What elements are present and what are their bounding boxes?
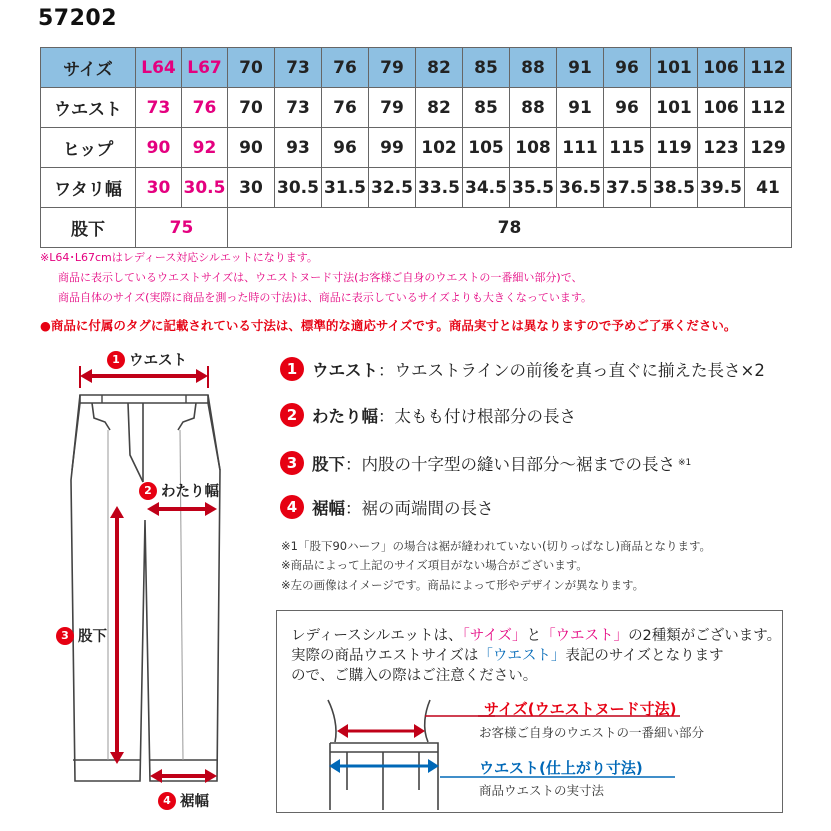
ladies-box-highlight-waist: 「ウエスト」 (541, 628, 629, 644)
table-cell: 101 (651, 88, 698, 128)
table-cell: 76 (182, 88, 228, 128)
table-cell: 79 (369, 88, 416, 128)
table-header-cell: 112 (745, 48, 792, 88)
table-cell: 82 (416, 88, 463, 128)
badge-1: 1 (107, 351, 125, 369)
definition-desc: 内股の十字型の縫い目部分～裾までの長さ (361, 455, 675, 474)
table-cell: 88 (510, 88, 557, 128)
table-cell: 112 (745, 88, 792, 128)
definition-colon: ： (345, 499, 362, 518)
table-header-cell: 82 (416, 48, 463, 88)
definition-colon: ： (378, 407, 395, 426)
thigh-arrow-head (205, 502, 217, 516)
table-header-cell: 106 (698, 48, 745, 88)
diagram-label-waist-text: ウエスト (129, 353, 187, 369)
ladies-box-text: の2種類がございます。 (628, 628, 782, 644)
ladies-box-highlight-waist: 「ウエスト」 (478, 648, 566, 664)
table-cell: 102 (416, 128, 463, 168)
definition-item (280, 495, 494, 519)
footnote: ※左の画像はイメージです。商品によって形やデザインが異なります。 (281, 578, 645, 592)
definition-item (280, 357, 765, 381)
table-cell: 91 (557, 88, 604, 128)
table-cell: 73 (275, 88, 322, 128)
diagram-label-hem-text: 裾幅 (180, 794, 209, 810)
table-cell: 106 (698, 88, 745, 128)
definition-badge: 4 (280, 495, 304, 519)
waist-arrow-head (80, 369, 92, 383)
table-cell: 30 (136, 168, 182, 208)
table-header-cell: 96 (604, 48, 651, 88)
table-cell: 70 (228, 88, 275, 128)
table-header-cell: サイズ (41, 48, 136, 88)
footnote: ※商品によって上記のサイズ項目がない場合がございます。 (281, 558, 588, 572)
nude-waist-label: サイズ(ウエストヌード寸法) (484, 700, 677, 718)
ladies-box-text: 表記のサイズとなります (565, 648, 724, 664)
table-cell: 108 (510, 128, 557, 168)
row-label: ウエスト (41, 88, 136, 128)
table-cell: 34.5 (463, 168, 510, 208)
table-cell: 76 (322, 88, 369, 128)
table-header-cell: 76 (322, 48, 369, 88)
diagram-label-hem (158, 790, 209, 811)
table-cell: 73 (136, 88, 182, 128)
table-cell: 30.5 (182, 168, 228, 208)
table-cell: 32.5 (369, 168, 416, 208)
table-header-cell: L64 (136, 48, 182, 88)
definition-term: わたり幅 (312, 407, 378, 426)
definition-badge: 2 (280, 403, 304, 427)
table-cell: 37.5 (604, 168, 651, 208)
inseam-arrow-head (110, 506, 124, 518)
table-cell: 123 (698, 128, 745, 168)
diagram-label-thigh-text: わたり幅 (161, 484, 219, 500)
table-cell: 30 (228, 168, 275, 208)
diagram-label-thigh (139, 480, 219, 501)
row-label: 股下 (41, 208, 136, 248)
table-cell: 36.5 (557, 168, 604, 208)
ladies-box-line-2 (291, 644, 724, 665)
thigh-arrow-head (147, 502, 159, 516)
finished-waist-desc: 商品ウエストの実寸法 (479, 783, 605, 798)
definition-term: 股下 (312, 455, 345, 474)
note-tag: ●商品に付属のタグに記載されている寸法は、標準的な適応サイズです。商品実寸とは異なりますので予めご了承ください。 (40, 318, 737, 333)
diagram-label-inseam-text: 股下 (78, 629, 107, 645)
definition-term: ウエスト (312, 361, 378, 380)
table-cell: 35.5 (510, 168, 557, 208)
table-header-cell: 101 (651, 48, 698, 88)
table-cell: 38.5 (651, 168, 698, 208)
diagram-label-waist (107, 349, 187, 370)
ladies-box-text: 実際の商品ウエストサイズは (291, 648, 479, 664)
inseam-mens-cell: 78 (228, 208, 792, 248)
table-cell: 111 (557, 128, 604, 168)
waist-arrow-head (196, 369, 208, 383)
inseam-ladies-cell: 75 (136, 208, 228, 248)
table-header-cell: 88 (510, 48, 557, 88)
table-cell: 119 (651, 128, 698, 168)
definition-colon: ： (345, 455, 362, 474)
footnote: ※1「股下90ハーフ」の場合は裾が縫われていない(切りっぱなし)商品となります。 (281, 539, 712, 553)
definition-term: 裾幅 (312, 499, 345, 518)
table-cell: 96 (604, 88, 651, 128)
definition-badge: 1 (280, 357, 304, 381)
finished-waist-label: ウエスト(仕上がり寸法) (479, 759, 643, 777)
note-actual-size: 商品自体のサイズ(実際に商品を測った時の寸法)は、商品に表示しているサイズよりも大きくなっています。 (58, 291, 592, 304)
table-cell: 129 (745, 128, 792, 168)
table-cell: 92 (182, 128, 228, 168)
definition-badge: 3 (280, 451, 304, 475)
table-cell: 96 (322, 128, 369, 168)
note-ladies-sizes: ※L64･L67cmはレディース対応シルエットになります。 (40, 251, 318, 264)
table-cell: 41 (745, 168, 792, 208)
definition-desc: ウエストラインの前後を真っ直ぐに揃えた長さ×2 (394, 361, 765, 380)
definition-desc: 太もも付け根部分の長さ (394, 407, 576, 426)
belt-loops (102, 395, 186, 403)
inseam-arrow-head (110, 752, 124, 764)
definition-item (280, 403, 576, 427)
table-cell: 33.5 (416, 168, 463, 208)
table-cell: 90 (136, 128, 182, 168)
ladies-box-text: レディースシルエットは、 (291, 628, 463, 644)
ladies-box-highlight-size: 「サイズ」 (462, 628, 527, 644)
badge-3: 3 (56, 627, 74, 645)
ladies-box-line-3: ので、ご購入の際はご注意ください。 (291, 668, 538, 684)
badge-2: 2 (139, 482, 157, 500)
table-cell: 90 (228, 128, 275, 168)
note-waist-nude: 商品に表示しているウエストサイズは、ウエストヌード寸法(お客様ご自身のウエストの一番細い部分)で、 (58, 271, 583, 284)
diagram-label-inseam (56, 625, 107, 646)
product-code: 57202 (38, 6, 118, 31)
row-label: ヒップ (41, 128, 136, 168)
definition-item (280, 451, 691, 475)
badge-4: 4 (158, 792, 176, 810)
table-header-cell: 70 (228, 48, 275, 88)
table-cell: 30.5 (275, 168, 322, 208)
table-cell: 99 (369, 128, 416, 168)
table-header-cell: 79 (369, 48, 416, 88)
table-cell: 31.5 (322, 168, 369, 208)
table-header-cell: 73 (275, 48, 322, 88)
table-header-cell: 85 (463, 48, 510, 88)
table-cell: 93 (275, 128, 322, 168)
table-cell: 85 (463, 88, 510, 128)
pants-outline (71, 395, 220, 781)
nude-waist-desc: お客様ご自身のウエストの一番細い部分 (479, 725, 705, 740)
definition-footnote-mark: ※1 (678, 458, 692, 468)
definition-colon: ： (378, 361, 395, 380)
table-header-cell: L67 (182, 48, 228, 88)
table-cell: 39.5 (698, 168, 745, 208)
table-cell: 105 (463, 128, 510, 168)
ladies-box-line-1 (291, 624, 781, 645)
ladies-box-text: と (526, 628, 542, 644)
definition-desc: 裾の両端間の長さ (361, 499, 494, 518)
table-cell: 115 (604, 128, 651, 168)
row-label: ワタリ幅 (41, 168, 136, 208)
table-header-cell: 91 (557, 48, 604, 88)
